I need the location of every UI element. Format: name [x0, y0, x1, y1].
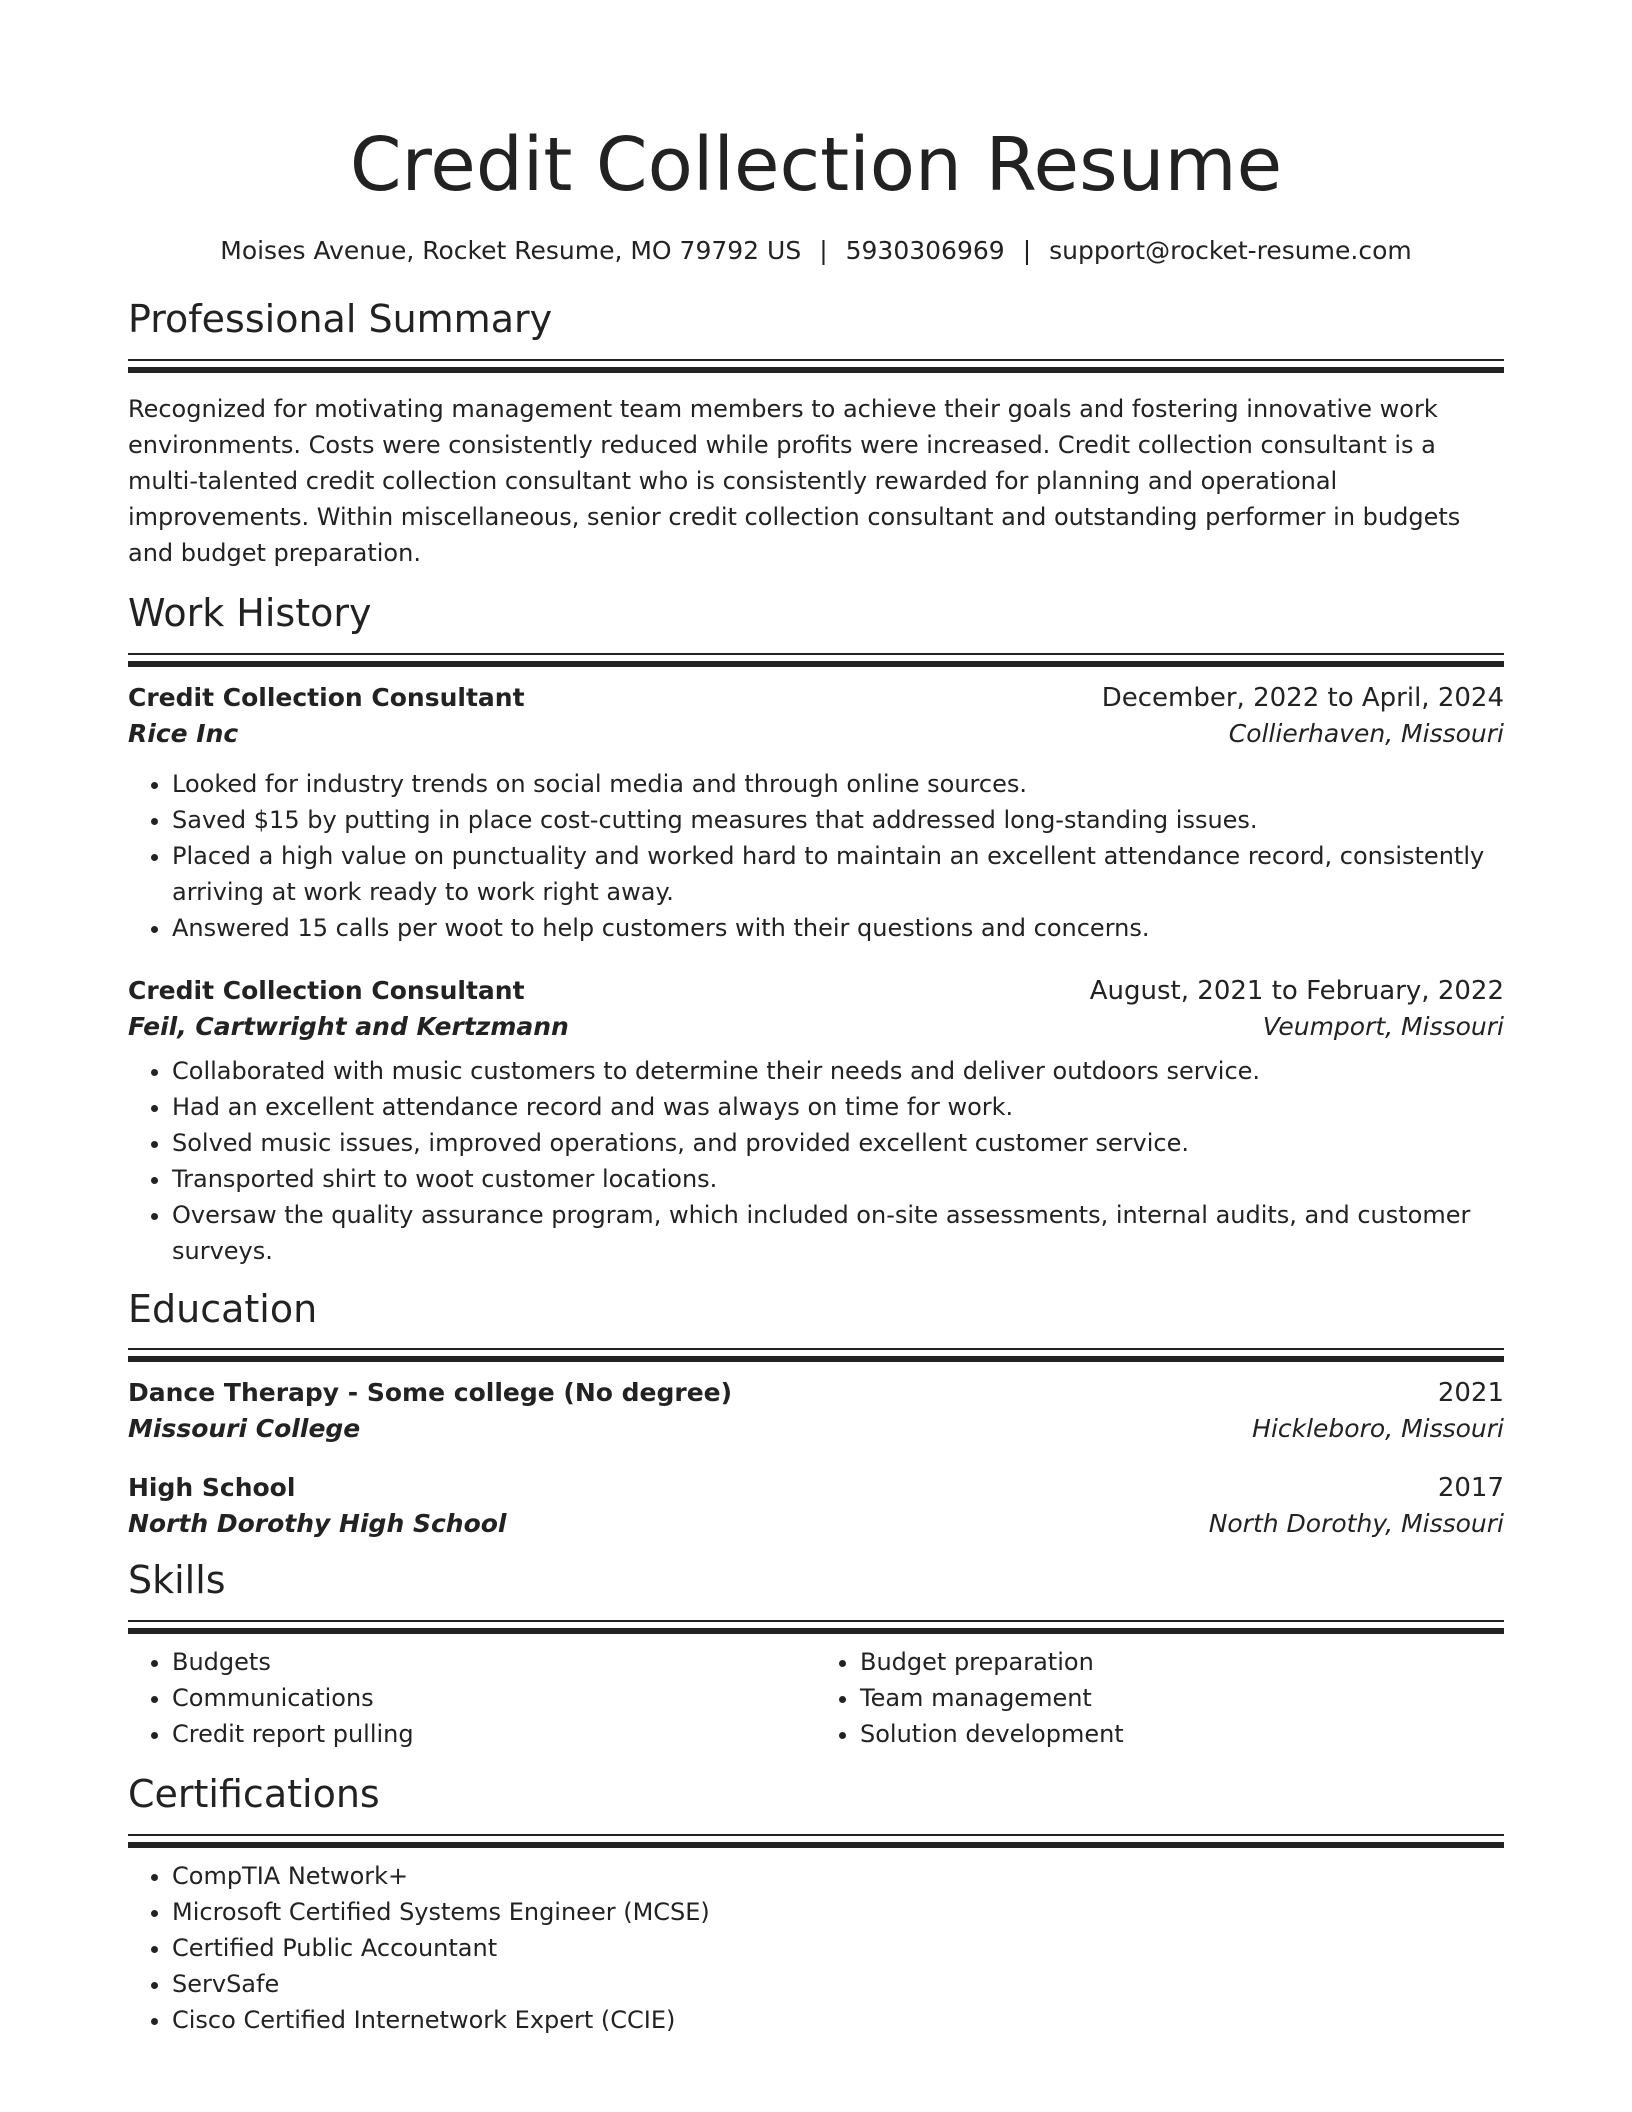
contact-separator: |	[1022, 236, 1032, 265]
skills-grid	[128, 1644, 1504, 1752]
job-company-row	[128, 1012, 1504, 1041]
education-header-row	[128, 1378, 1504, 1408]
summary-text: Recognized for motivating management team members to achieve their goals and fostering innovative work environments. Costs were consistently reduced while profits were increased. Credit collection consultant is a multi-talented credit collection consultant who is consistently rewarded for planning and operational improvements. Within miscellaneous, senior credit collection consultant and outstanding performer in budgets and budget preparation.	[128, 394, 1461, 567]
skill-item: • Solution development	[860, 1716, 1504, 1752]
job-location: Veumport, Missouri	[1262, 1011, 1504, 1041]
education-header-row	[128, 1473, 1504, 1503]
certifications-list	[128, 1858, 1504, 2038]
section-divider	[128, 1620, 1504, 1634]
job-company: Feil, Cartwright and Kertzmann	[128, 1011, 569, 1041]
certification-item: • Microsoft Certified Systems Engineer (MCSE)	[172, 1894, 1504, 1930]
job-bullet: • Had an excellent attendance record and was always on time for work.	[172, 1089, 1504, 1125]
section-heading-certifications: Certifications	[128, 1772, 380, 1817]
job-bullet: • Collaborated with music customers to determine their needs and deliver outdoors service.	[172, 1053, 1504, 1089]
contact-phone: 5930306969	[845, 236, 1005, 265]
summary-section	[128, 299, 1504, 571]
section-heading-summary: Professional Summary	[128, 297, 553, 341]
skill-item: • Budget preparation	[860, 1644, 1504, 1680]
section-divider	[128, 359, 1504, 373]
skills-list-left	[128, 1644, 816, 1752]
education-school: Missouri College	[128, 1414, 361, 1444]
section-heading-work: Work History	[128, 590, 372, 635]
education-school-row	[128, 1414, 1504, 1443]
education-school: North Dorothy High School	[128, 1509, 507, 1539]
job-bullets	[128, 1053, 1504, 1269]
job-bullets	[128, 766, 1504, 946]
education-entry	[128, 1378, 1504, 1443]
contact-address: Moises Avenue, Rocket Resume, MO 79792 US	[220, 236, 802, 265]
education-section	[128, 1286, 1504, 1539]
skill-item: • Communications	[172, 1680, 816, 1716]
job-bullet: • Saved $15 by putting in place cost-cutting measures that addressed long-standing issues.	[172, 802, 1504, 838]
resume-title: Credit Collection Resume	[349, 122, 1283, 208]
job-title: Credit Collection Consultant	[128, 975, 525, 1005]
education-school-row	[128, 1509, 1504, 1538]
job-company-row	[128, 719, 1504, 748]
job-bullet: • Placed a high value on punctuality and worked hard to maintain an excellent attendance record, consistently arriving at work ready to work right away.	[172, 838, 1504, 910]
contact-line	[128, 236, 1504, 265]
job-entry	[128, 683, 1504, 946]
work-history-section	[128, 590, 1504, 1269]
job-title: Credit Collection Consultant	[128, 682, 525, 712]
job-bullet: • Looked for industry trends on social media and through online sources.	[172, 766, 1504, 802]
job-bullet: • Transported shirt to woot customer locations.	[172, 1161, 1504, 1197]
job-header-row	[128, 976, 1504, 1006]
contact-separator: |	[819, 236, 828, 265]
job-bullet: • Oversaw the quality assurance program, which included on-site assessments, internal audits, and customer surveys.	[172, 1197, 1504, 1269]
certification-item: • ServSafe	[172, 1966, 1504, 2002]
section-divider	[128, 1834, 1504, 1848]
education-degree: Dance Therapy - Some college (No degree)	[128, 1378, 733, 1408]
skill-item: • Credit report pulling	[172, 1716, 816, 1752]
section-heading-education: Education	[128, 1286, 318, 1331]
education-year: 2017	[1437, 1473, 1504, 1504]
job-dates: August, 2021 to February, 2022	[1089, 975, 1504, 1006]
job-location: Collierhaven, Missouri	[1228, 718, 1504, 748]
section-heading-skills: Skills	[128, 1558, 226, 1603]
certification-item: • Certified Public Accountant	[172, 1930, 1504, 1966]
skill-item: • Budgets	[172, 1644, 816, 1680]
education-entry	[128, 1473, 1504, 1538]
certifications-section	[128, 1774, 1504, 2038]
skills-list-right	[816, 1644, 1504, 1752]
education-location: North Dorothy, Missouri	[1208, 1509, 1504, 1539]
education-degree: High School	[128, 1473, 296, 1503]
job-company: Rice Inc	[128, 718, 239, 748]
skill-item: • Team management	[860, 1680, 1504, 1716]
job-header-row	[128, 683, 1504, 713]
skills-section	[128, 1560, 1504, 1752]
job-dates: December, 2022 to April, 2024	[1101, 682, 1504, 713]
education-year: 2021	[1437, 1378, 1504, 1409]
job-bullet: • Answered 15 calls per woot to help customers with their questions and concerns.	[172, 910, 1504, 946]
section-divider	[128, 1348, 1504, 1362]
certification-item: • Cisco Certified Internetwork Expert (CCIE)	[172, 2002, 1504, 2038]
job-entry	[128, 976, 1504, 1269]
certification-item: • CompTIA Network+	[172, 1858, 1504, 1894]
section-divider	[128, 653, 1504, 667]
contact-email: support@rocket-resume.com	[1049, 236, 1412, 265]
education-location: Hickleboro, Missouri	[1252, 1414, 1504, 1444]
job-bullet: • Solved music issues, improved operations, and provided excellent customer service.	[172, 1125, 1504, 1161]
